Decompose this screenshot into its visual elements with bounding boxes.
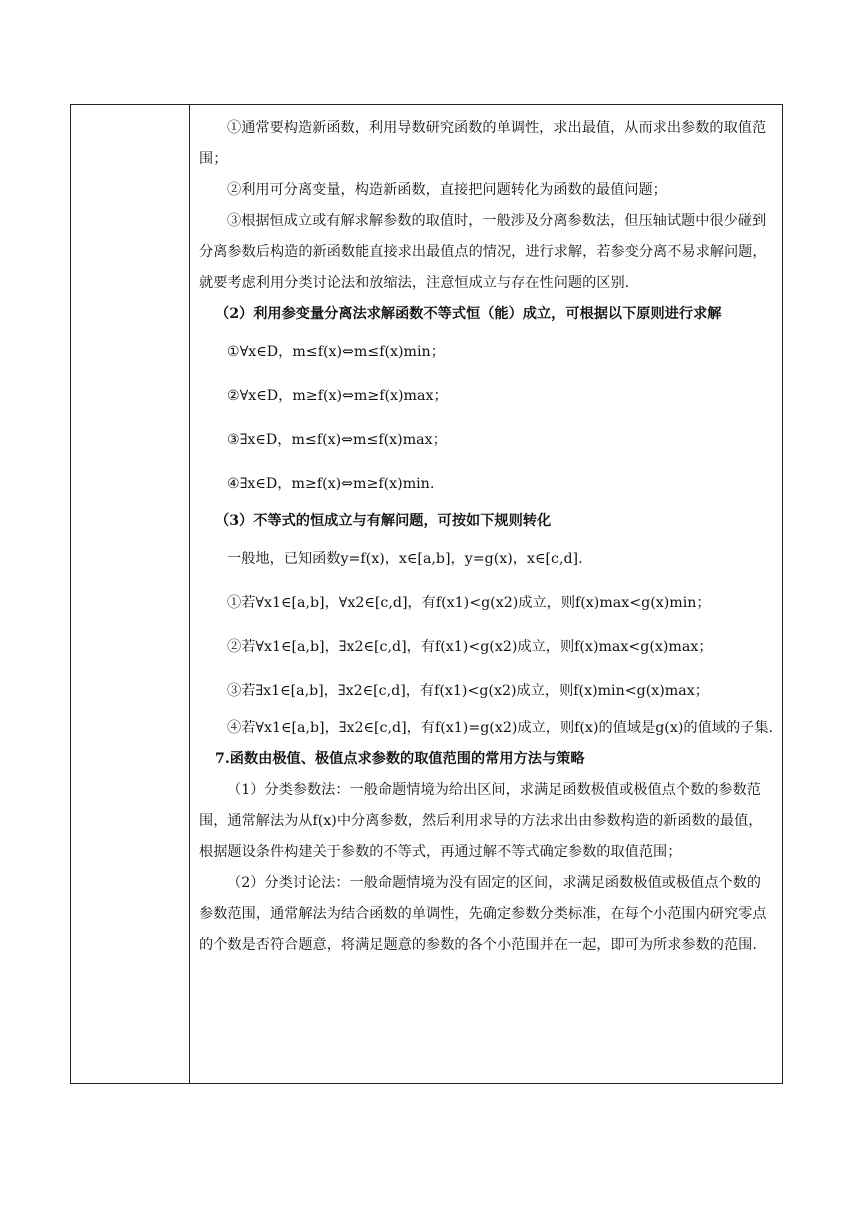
strategy-1: （1）分类参数法：一般命题情境为给出区间，求满足函数极值或极值点个数的参数范围，通常解法为从f(x)中分离参数，然后利用求导的方法求出由参数构造的新函数的最值，根据题设条件构建关于参数的不等式，再通过解不等式确定参数的取值范围； [199, 782, 763, 860]
rule-2: ②∀x∈D，m≥f(x)⇔m≥f(x)max； [227, 387, 448, 404]
heading-2: （2）利用参变量分离法求解函数不等式恒（能）成立，可根据以下原则进行求解 [215, 306, 722, 322]
paragraph-3: ③根据恒成立或有解求解参数的取值时，一般涉及分离参数法，但压轴试题中很少碰到分离参数后构造的新函数能直接求出最值点的情况，进行求解，若参变分离不易求解问题，就要考虑利用分类讨论法和放缩法，注意恒成立与存在性问题的区别. [199, 213, 767, 291]
table-left-cell [71, 105, 190, 1083]
content-table [70, 104, 783, 1084]
rule-1: ①∀x∈D，m≤f(x)⇔m≤f(x)min； [227, 343, 445, 360]
strategy-2: （2）分类讨论法：一般命题情境为没有固定的区间，求满足函数极值或极值点个数的参数范围，通常解法为结合函数的单调性，先确定参数分类标准，在每个小范围内研究零点的个数是否符合题意，将满足题意的参数的各个小范围并在一起，即可为所求参数的范围. [199, 875, 767, 953]
paragraph-2: ②利用可分离变量，构造新函数，直接把问题转化为函数的最值问题； [227, 182, 667, 198]
general-statement: 一般地，已知函数y=f(x)，x∈[a,b]，y=g(x)，x∈[c,d]. [227, 550, 583, 567]
case-4: ④若∀x1∈[a,b]，∃x2∈[c,d]，有f(x1)=g(x2)成立，则f(x)的值域是g(x)的值域的子集. [227, 720, 774, 736]
case-1: ①若∀x1∈[a,b]，∀x2∈[c,d]，有f(x1)<g(x2)成立，则f(x)max<g(x)min； [227, 594, 711, 611]
heading-7: 7.函数由极值、极值点求参数的取值范围的常用方法与策略 [215, 751, 585, 767]
heading-3: （3）不等式的恒成立与有解问题，可按如下规则转化 [215, 513, 552, 529]
case-2: ②若∀x1∈[a,b]，∃x2∈[c,d]，有f(x1)<g(x2)成立，则f(x)max<g(x)max； [227, 638, 713, 655]
paragraph-1: ①通常要构造新函数，利用导数研究函数的单调性，求出最值，从而求出参数的取值范围； [199, 120, 767, 167]
rule-3: ③∃x∈D，m≤f(x)⇔m≤f(x)max； [227, 431, 447, 448]
table-right-cell [189, 105, 782, 1083]
case-3: ③若∃x1∈[a,b]，∃x2∈[c,d]，有f(x1)<g(x2)成立，则f(x)min<g(x)max； [227, 682, 709, 699]
rule-4: ④∃x∈D，m≥f(x)⇔m≥f(x)min. [227, 475, 435, 492]
